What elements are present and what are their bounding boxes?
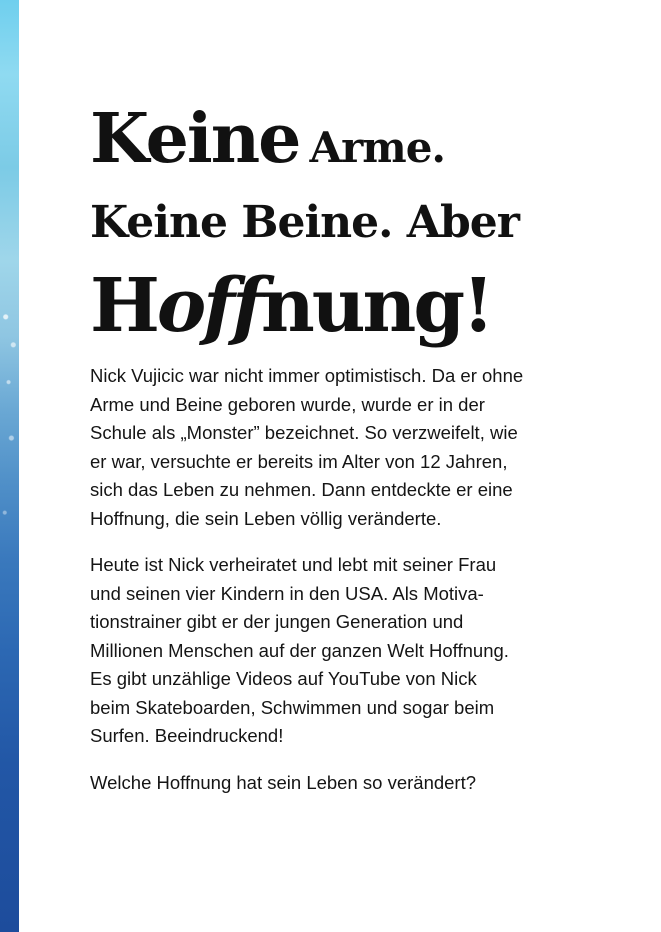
paragraph-intro bbox=[90, 362, 550, 533]
title-line-1 bbox=[90, 92, 519, 187]
text-line: er war, versuchte er bereits im Alter von 12 Jahren, bbox=[90, 450, 508, 472]
paragraph-today bbox=[90, 551, 550, 751]
text-line: Schule als „Monster” bezeichnet. So verzweifelt, wie bbox=[90, 422, 518, 443]
title-hoffnung-italic: off bbox=[156, 263, 261, 349]
article-body bbox=[90, 362, 550, 815]
text-line: beim Skateboarden, Schwimmen und sogar beim bbox=[90, 696, 495, 718]
text-line: sich das Leben zu nehmen. Dann entdeckte er eine bbox=[90, 479, 513, 500]
paragraph-question bbox=[90, 769, 550, 798]
title-line-3 bbox=[90, 259, 519, 354]
text-line: Millionen Menschen auf der ganzen Welt Hoffnung. bbox=[90, 639, 509, 661]
title-hoffnung-end: nung! bbox=[260, 263, 492, 349]
page-title bbox=[90, 92, 519, 354]
text-line: Hoffnung, die sein Leben völlig veränderte. bbox=[90, 507, 442, 529]
text-line: Heute ist Nick verheiratet und lebt mit seiner Frau bbox=[90, 554, 497, 575]
text-line: Arme und Beine geboren wurde, wurde er in der bbox=[90, 393, 485, 415]
text-line: Welche Hoffnung hat sein Leben so verändert? bbox=[90, 771, 477, 793]
title-line-2: Keine Beine. Aber bbox=[90, 197, 519, 248]
title-word-arme: Arme. bbox=[309, 123, 446, 172]
title-hoffnung-start: H bbox=[90, 263, 157, 349]
text-line: Es gibt unzählige Videos auf YouTube von Nick bbox=[90, 668, 477, 689]
text-line: und seinen vier Kindern in den USA. Als Motiva- bbox=[90, 582, 484, 604]
text-line: Surfen. Beeindruckend! bbox=[90, 725, 284, 746]
text-line: tionstrainer gibt er der jungen Generation und bbox=[90, 611, 464, 632]
text-line: Nick Vujicic war nicht immer optimistisch. Da er ohne bbox=[90, 365, 524, 386]
title-word-keine: Keine bbox=[90, 99, 300, 179]
water-image-strip bbox=[0, 0, 19, 932]
